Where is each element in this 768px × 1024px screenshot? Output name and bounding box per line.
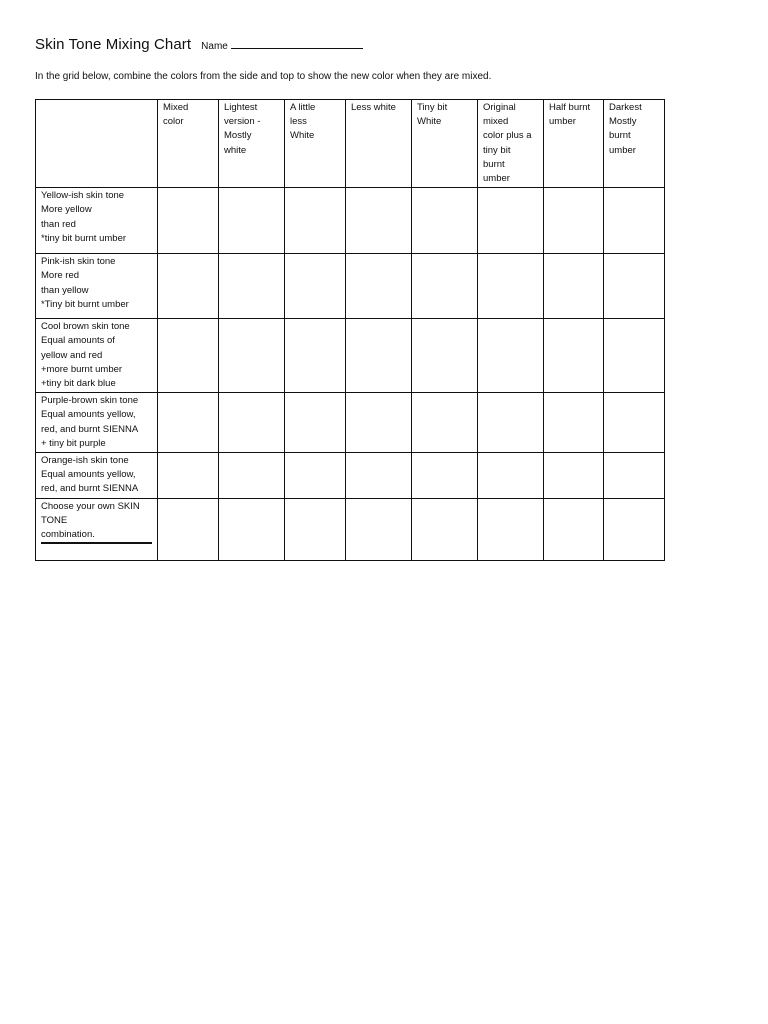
mix-cell[interactable]: [346, 498, 412, 560]
mix-cell[interactable]: [478, 319, 544, 393]
column-header: A little less White: [285, 100, 346, 188]
mix-cell[interactable]: [219, 319, 285, 393]
table-row: [36, 393, 665, 453]
mix-cell[interactable]: [219, 498, 285, 560]
table-row: [36, 254, 665, 319]
name-blank-line[interactable]: [231, 47, 363, 49]
mix-cell[interactable]: [285, 498, 346, 560]
mix-cell[interactable]: [158, 498, 219, 560]
table-row: [36, 319, 665, 393]
mix-cell[interactable]: [346, 254, 412, 319]
mix-cell[interactable]: [219, 393, 285, 453]
table-row: [36, 453, 665, 499]
mix-cell[interactable]: [285, 453, 346, 499]
mix-cell[interactable]: [158, 453, 219, 499]
column-header: Original mixed color plus a tiny bit burnt umber: [478, 100, 544, 188]
column-header: Mixed color: [158, 100, 219, 188]
mix-cell[interactable]: [478, 393, 544, 453]
mix-cell[interactable]: [158, 188, 219, 254]
mix-cell[interactable]: [544, 188, 604, 254]
row-header: Choose your own SKIN TONE combination.: [36, 498, 158, 560]
mix-cell[interactable]: [285, 254, 346, 319]
mix-cell[interactable]: [346, 393, 412, 453]
mix-cell[interactable]: [346, 319, 412, 393]
column-header: Less white: [346, 100, 412, 188]
mix-cell[interactable]: [158, 393, 219, 453]
mix-cell[interactable]: [544, 453, 604, 499]
mix-cell[interactable]: [346, 453, 412, 499]
mix-cell[interactable]: [219, 254, 285, 319]
mix-cell[interactable]: [544, 393, 604, 453]
row-header: Pink-ish skin tone More red than yellow *Tiny bit burnt umber: [36, 254, 158, 319]
mix-cell[interactable]: [285, 188, 346, 254]
mix-cell[interactable]: [604, 453, 665, 499]
mix-cell[interactable]: [604, 188, 665, 254]
mix-cell[interactable]: [412, 188, 478, 254]
row-header: Orange-ish skin tone Equal amounts yellow, red, and burnt SIENNA: [36, 453, 158, 499]
mix-cell[interactable]: [219, 188, 285, 254]
mix-cell[interactable]: [412, 498, 478, 560]
column-header: Half burnt umber: [544, 100, 604, 188]
worksheet-title: Skin Tone Mixing Chart: [35, 36, 192, 53]
mix-cell[interactable]: [412, 319, 478, 393]
header-row: [36, 100, 665, 188]
mix-cell[interactable]: [604, 319, 665, 393]
mix-cell[interactable]: [544, 254, 604, 319]
table-row: [36, 188, 665, 254]
mix-cell[interactable]: [158, 254, 219, 319]
mix-cell[interactable]: [604, 254, 665, 319]
mix-cell[interactable]: [412, 393, 478, 453]
row-header: Cool brown skin tone Equal amounts of yellow and red +more burnt umber +tiny bit dark blue: [36, 319, 158, 393]
mix-cell[interactable]: [412, 453, 478, 499]
mix-cell[interactable]: [285, 393, 346, 453]
row-header: Yellow-ish skin tone More yellow than red *tiny bit burnt umber: [36, 188, 158, 254]
mix-cell[interactable]: [478, 453, 544, 499]
mix-cell[interactable]: [604, 498, 665, 560]
mix-cell[interactable]: [412, 254, 478, 319]
mix-cell[interactable]: [544, 319, 604, 393]
mix-cell[interactable]: [346, 188, 412, 254]
mix-cell[interactable]: [604, 393, 665, 453]
mix-cell[interactable]: [478, 254, 544, 319]
column-header: Lightest version - Mostly white: [219, 100, 285, 188]
column-header: Darkest Mostly burnt umber: [604, 100, 665, 188]
mix-cell[interactable]: [285, 319, 346, 393]
mix-cell[interactable]: [219, 453, 285, 499]
corner-cell: [36, 100, 158, 188]
mix-cell[interactable]: [478, 498, 544, 560]
instructions-text: In the grid below, combine the colors from the side and top to show the new color when they are mixed.: [35, 71, 492, 82]
worksheet-header: [35, 36, 363, 53]
mix-cell[interactable]: [158, 319, 219, 393]
mix-cell[interactable]: [478, 188, 544, 254]
name-label: Name: [201, 41, 228, 52]
row-header: Purple-brown skin tone Equal amounts yellow, red, and burnt SIENNA + tiny bit purple: [36, 393, 158, 453]
column-header: Tiny bit White: [412, 100, 478, 188]
mixing-grid: [35, 99, 665, 561]
table-row: [36, 498, 665, 560]
mix-cell[interactable]: [544, 498, 604, 560]
